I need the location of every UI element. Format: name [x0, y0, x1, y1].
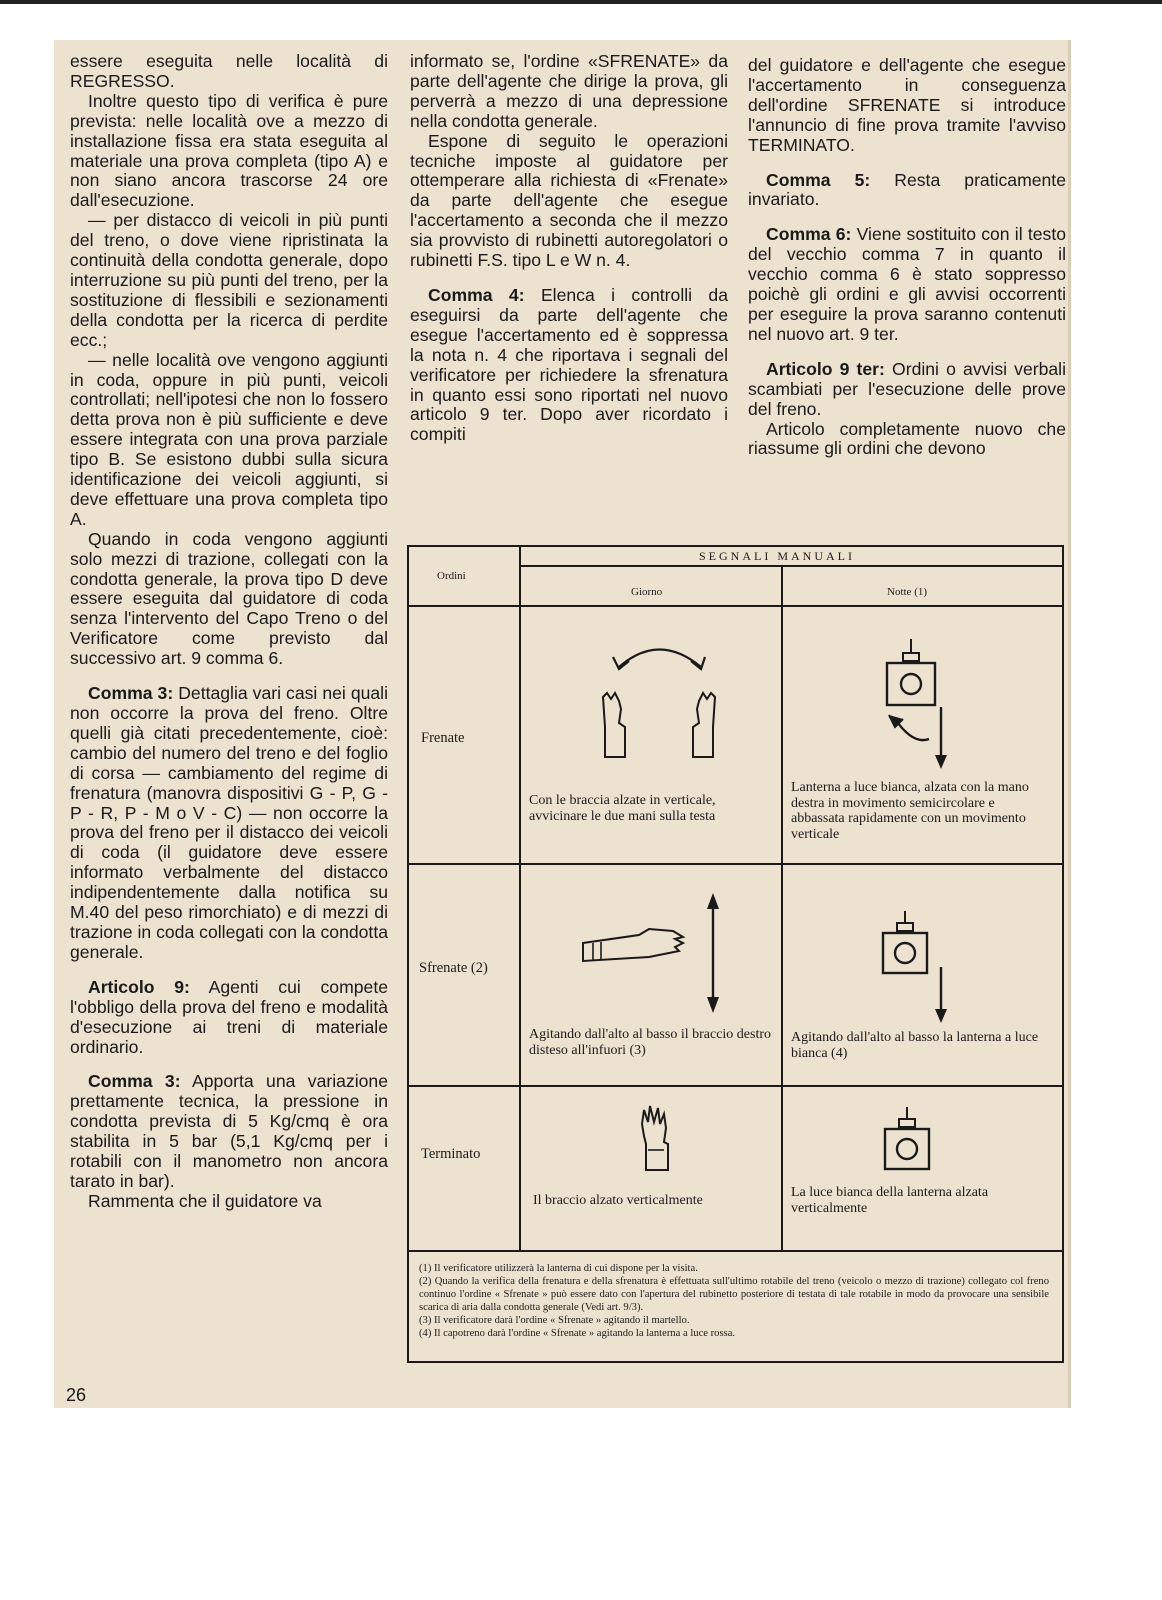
clipping-edge	[1068, 40, 1071, 1408]
section-heading: Comma 3:	[88, 1071, 181, 1092]
text-column-1	[70, 52, 388, 1212]
row-night-frenate: Lanterna a luce bianca, alzata con la mano destra in movimento semicircolare e abbassata rapidamente con un movimento verticale	[791, 780, 1029, 842]
raised-hand-icon	[634, 1102, 678, 1172]
paragraph: — per distacco di veicoli in più punti del treno, o dove viene ripristinata la continuità della condotta generale, dopo interruzione su più punti del treno, per la sostituzione di flessibili e sezionamenti della condotta per la ricerca di perdite ecc.;	[70, 210, 388, 350]
paragraph: — nelle località ove vengono aggiunti in coda, oppure in più punti, veicoli controllati; nell'ipotesi che non lo fossero detta prova non è più sufficiente e deve essere integrata con una prova parziale tipo B. Se esistono dubbi sulla sicura identificazione dei veicoli aggiunti, si deve effettuare una prova completa tipo A.	[70, 349, 388, 529]
row-day-frenate: Con le braccia alzate in verticale, avvicinare le due mani sulla testa	[529, 793, 716, 824]
table-footnotes	[419, 1262, 1049, 1340]
row-night-sfrenate: Agitando dall'alto al basso la lanterna a luce bianca (4)	[791, 1030, 1039, 1061]
table-divider	[519, 547, 521, 1250]
section-heading: Articolo 9:	[88, 976, 190, 997]
row-day-sfrenate: Agitando dall'alto al basso il braccio destro disteso all'infuori (3)	[529, 1027, 772, 1058]
table-divider	[519, 565, 1064, 567]
column-header-night: Notte (1)	[887, 586, 928, 598]
row-night-terminato: La luce bianca della lanterna alzata verticalmente	[791, 1185, 989, 1216]
section-heading: Comma 4:	[428, 284, 525, 305]
table-divider	[409, 605, 1062, 607]
lantern-up-down-icon	[877, 907, 957, 1027]
section-heading: Comma 5:	[766, 169, 871, 190]
table-title: SEGNALI MANUALI	[699, 549, 855, 563]
footnote: (1) Il verificatore utilizzerà la lanterna di cui dispone per la visita.	[419, 1263, 698, 1274]
paragraph: essere eseguita nelle località di REGRESSO.	[70, 51, 388, 91]
section-heading: Articolo 9 ter:	[766, 358, 885, 379]
paragraph: Articolo completamente nuovo che riassume gli ordini che devono	[748, 418, 1066, 459]
section-heading: Comma 6:	[766, 224, 852, 245]
paragraph: Comma 3: Dettaglia vari casi nei quali non occorre la prova del freno. Oltre quelli già citati precedentemente, cioè: cambio del numero del treno e del foglio di corsa — cambiamento del regime di frenatura (manovra dispositivi G - P, G - P - R, P - M o V - C) — non occorre la prova del freno per il distacco dei veicoli di coda (il guidatore deve essere informato verbalmente del distacco indipendentemente dalla notifica su M.40 del peso rimorchiato) e di mezzi di trazione in coda collegati con la condotta generale.	[70, 683, 388, 962]
footnote: (2) Quando la verifica della frenatura e della sfrenatura è effettuata sull'ultimo rotabile del treno (veicolo o mezzo di trazione) collegato col freno continuo l'ordine « Sfrenate » può essere dato con l'apertura del rubinetto posteriore di testata di tale rotabile in modo da provocare una sensibile scarica di aria dalla condotta generale (Vedi art. 9/3).	[419, 1276, 1049, 1313]
paragraph: Comma 4: Elenca i controlli da eseguirsi da parte dell'agente che esegue l'accertamento ed è soppressa la nota n. 4 che riportava i segnali del verificatore per richiedere la sfrenatura in quanto essi sono riportati nel nuovo articolo 9 ter. Dopo aver ricordato i compiti	[410, 284, 729, 445]
extended-arm-icon	[579, 887, 739, 1017]
paragraph: Comma 6: Viene sostituito con il testo del vecchio comma 7 in quanto il vecchio comma 6 è stato soppresso poichè gli ordini e gli avvisi occorrenti per eseguire la prova saranno contenuti nel nuovo art. 9 ter.	[748, 224, 1066, 344]
table-divider	[781, 565, 783, 1250]
paragraph: Quando in coda vengono aggiunti solo mezzi di trazione, collegati con la condotta generale, la prova tipo D deve essere eseguita dal guidatore di coda senza l'intervento del Capo Treno o del Verificatore come previsto dal successivo art. 9 comma 6.	[70, 528, 388, 669]
paragraph: informato se, l'ordine «SFRENATE» da parte dell'agente che dirige la prova, gli perverrà a mezzo di una depressione nella condotta generale.	[410, 51, 728, 131]
paragraph: Articolo 9 ter: Ordini o avvisi verbali scambiati per l'esecuzione delle prove del freno.	[748, 358, 1066, 419]
table-divider	[409, 1085, 1062, 1087]
paragraph: Rammenta che il guidatore va	[88, 1190, 322, 1211]
paragraph: Comma 3: Apporta una variazione prettamente tecnica, la pressione in condotta prevista di 5 Kg/cmq è ora stabilita in 5 bar (5,1 Kg/cmq per i rotabili con il manometro non ancora tarato in bar).	[70, 1071, 388, 1191]
footnote: (4) Il capotreno darà l'ordine « Sfrenate » agitando la lanterna a luce rossa.	[419, 1328, 736, 1339]
table-divider	[409, 863, 1062, 865]
manual-signals-table	[407, 545, 1064, 1363]
text-column-3	[748, 56, 1066, 459]
text-column-2	[410, 52, 728, 445]
section-heading: Comma 3:	[88, 683, 174, 704]
column-header-day: Giorno	[631, 586, 663, 598]
lantern-raised-icon	[879, 1103, 939, 1173]
row-day-terminato: Il braccio alzato verticalmente	[533, 1193, 703, 1208]
page-top-edge	[0, 0, 1162, 4]
raised-arms-icon	[589, 627, 729, 767]
paragraph: Articolo 9: Agenti cui compete l'obbligo della prova del freno e modalità d'esecuzione ai treni di materiale ordinario.	[70, 976, 388, 1057]
column-header-orders: Ordini	[437, 570, 466, 582]
row-order-frenate: Frenate	[421, 730, 465, 746]
row-order-sfrenate: Sfrenate (2)	[419, 960, 488, 976]
paragraph: Comma 5: Resta praticamente invariato.	[748, 169, 1066, 210]
paragraph: del guidatore e dell'agente che esegue l'accertamento in conseguenza dell'ordine SFRENATE si introduce l'annuncio di fine prova tramite l'avviso TERMINATO.	[748, 55, 1066, 155]
page-number: 26	[66, 1385, 87, 1405]
table-divider	[409, 1250, 1062, 1252]
row-order-terminato: Terminato	[421, 1146, 481, 1162]
footnote: (3) Il verificatore darà l'ordine « Sfrenate » agitando il martello.	[419, 1315, 690, 1326]
lantern-semicircle-icon	[877, 635, 957, 775]
paragraph: Inoltre questo tipo di verifica è pure prevista: nelle località ove a mezzo di installazione fissa era stata eseguita al materiale una prova completa (tipo A) e non siano ancora trascorse 24 ore dall'esecuzione.	[70, 90, 388, 211]
paragraph: Espone di seguito le operazioni tecniche imposte al guidatore per ottemperare alla richiesta di «Frenate» da parte dell'agente che esegue l'accertamento a seconda che il mezzo sia provvisto di rubinetti autoregolatori o rubinetti F.S. tipo L e W n. 4.	[410, 130, 728, 271]
